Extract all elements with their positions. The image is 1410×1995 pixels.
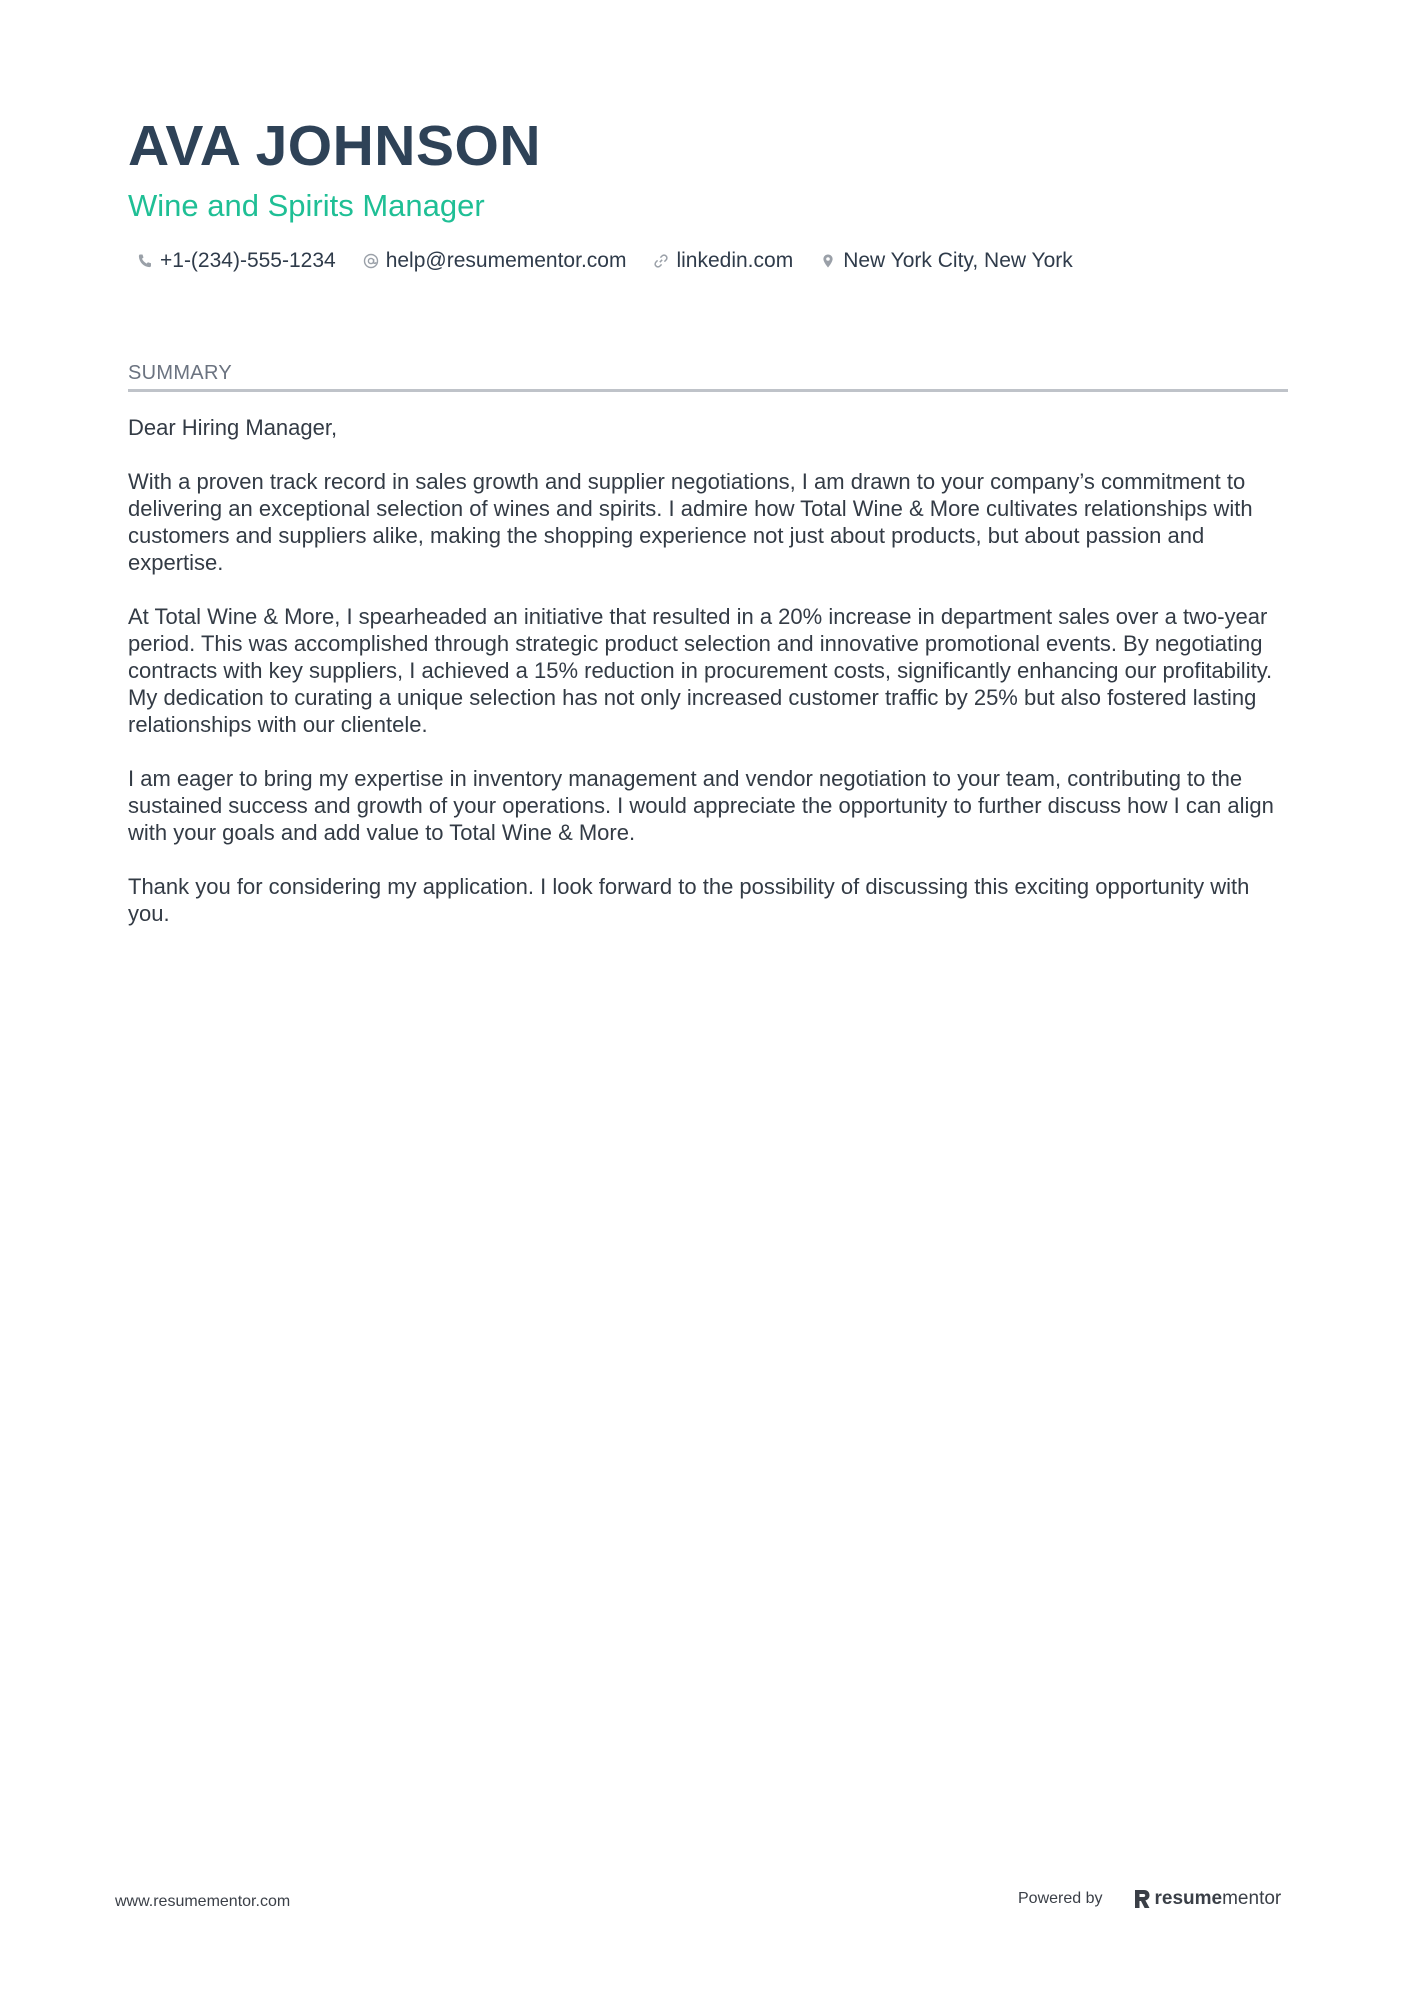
location-text: New York City, New York [843,249,1073,272]
footer-website-link[interactable]: www.resumementor.com [115,1893,291,1910]
contact-location [819,245,1073,277]
contact-linkedin [652,245,793,277]
letter-closing: Thank you for considering my application. I look forward to the possibility of discussing this exciting opportunity with you. [128,874,1250,926]
brand-name-light: mentor [1222,1888,1282,1909]
powered-by-label: Powered by [1018,1890,1103,1907]
letter-paragraph: At Total Wine & More, I spearheaded an initiative that resulted in a 20% increase in department sales over a two-year period. This was accomplished through strategic product selection and innovative promotional events. By negotiating contracts with key suppliers, I achieved a 15% reduction in procurement costs, significantly enhancing our profitability. My dedication to curating a unique selection has not only increased customer traffic by 25% but also fostered lasting relationships with our clientele. [128,604,1273,737]
letter-paragraph: I am eager to bring my expertise in inventory management and vendor negotiation to your team, contributing to the sustained success and growth of your operations. I would appreciate the opportunity to further discuss how I can align with your goals and add value to Total Wine & More. [128,766,1274,845]
job-title: Wine and Spirits Manager [128,188,485,223]
link-icon [652,252,670,270]
phone-number[interactable]: +1-(234)-555-1234 [160,249,336,272]
location-pin-icon [819,252,837,270]
letter-paragraph: With a proven track record in sales growth and supplier negotiations, I am drawn to your company’s commitment to delivering an exceptional selection of wines and spirits. I admire how Total Wine & More cultivates relationships with customers and suppliers alike, making the shopping experience not just about products, but about passion and expertise. [128,469,1253,575]
resumementor-logo-icon [1133,1888,1151,1910]
contact-row [136,245,1099,277]
summary-heading: SUMMARY [128,360,1288,392]
email-address[interactable]: help@resumementor.com [385,249,627,272]
letter-greeting: Dear Hiring Manager, [128,415,338,440]
contact-phone [136,245,336,277]
contact-email [362,245,627,277]
linkedin-link[interactable]: linkedin.com [676,249,794,272]
phone-icon [136,252,154,270]
at-icon [362,252,380,270]
candidate-name: AVA JOHNSON [128,114,541,178]
cover-letter-body [128,414,1288,954]
footer-branding [1018,1888,1281,1910]
brand-name-bold: resume [1154,1888,1223,1909]
brand-logo-link[interactable] [1133,1888,1282,1910]
